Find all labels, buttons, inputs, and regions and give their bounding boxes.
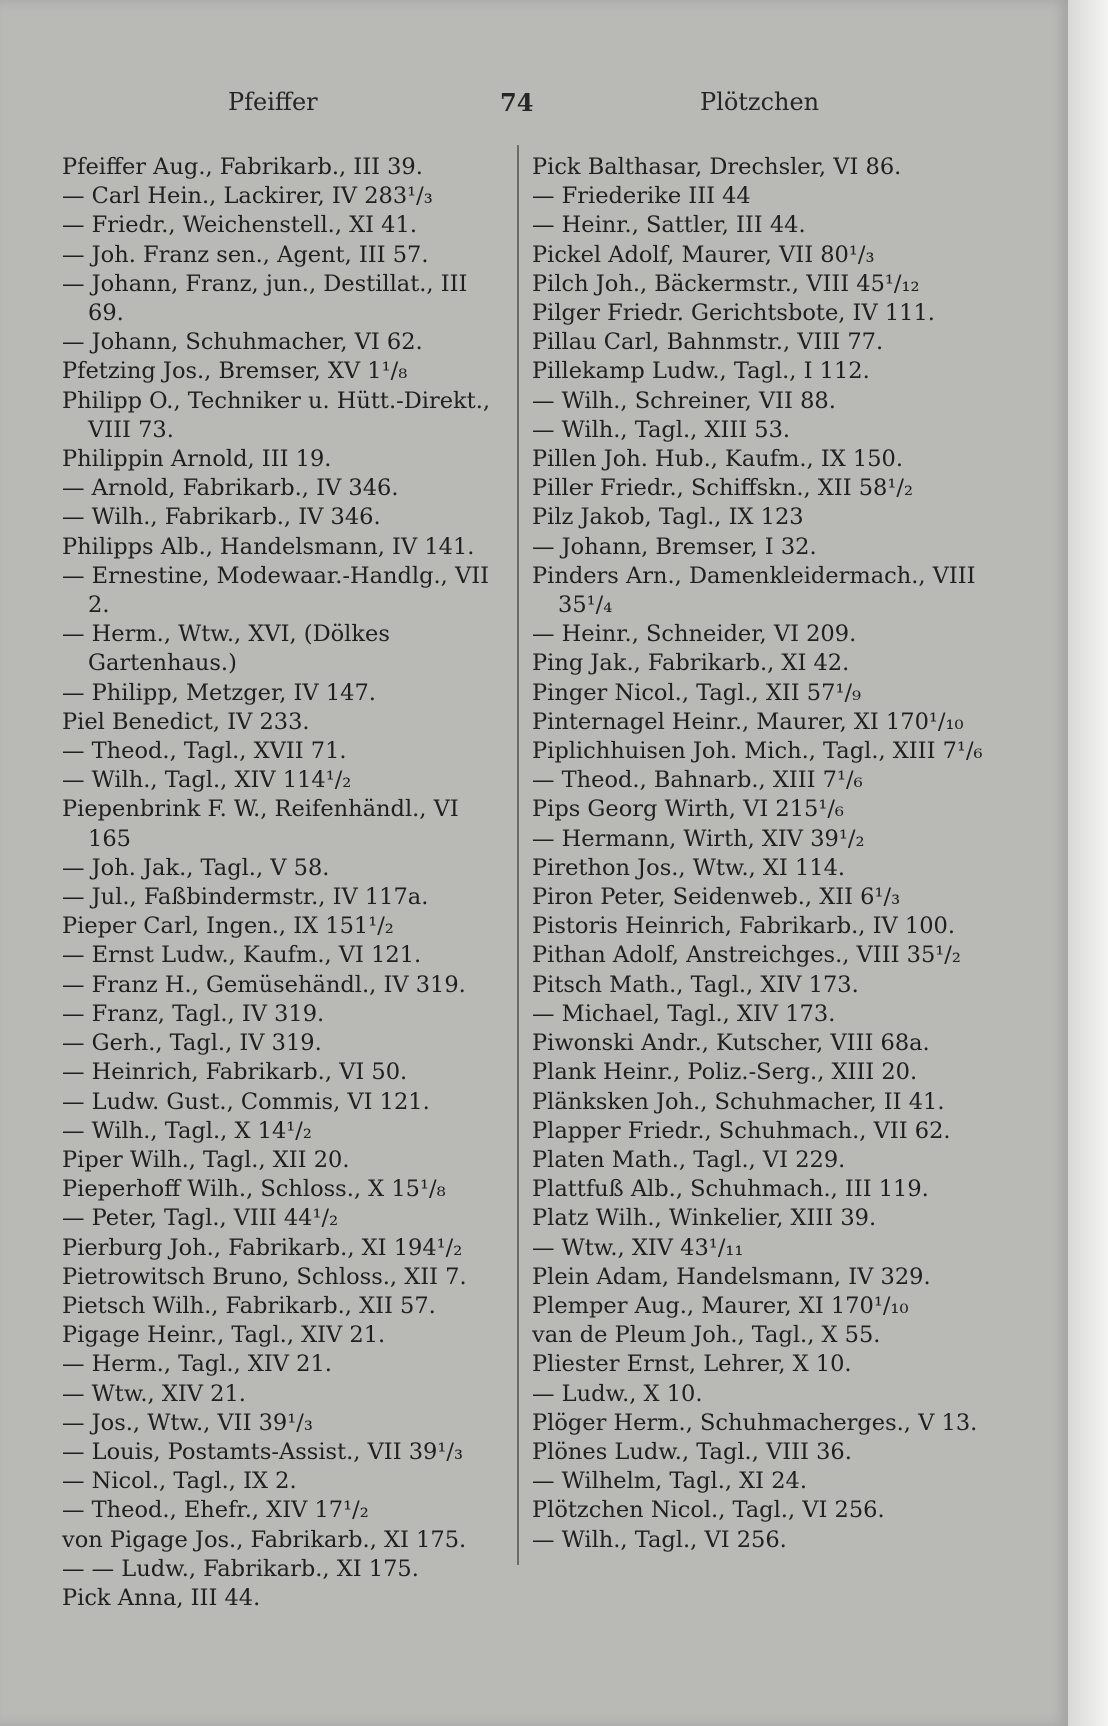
directory-entry: Plemper Aug., Maurer, XI 170¹/₁₀ [532, 1292, 909, 1319]
directory-entry: Plötzchen Nicol., Tagl., VI 256. [532, 1497, 885, 1524]
directory-entry: — Franz H., Gemüsehändl., IV 319. [62, 971, 466, 998]
page-edge [1068, 0, 1108, 1726]
directory-entry: Philippin Arnold, III 19. [62, 446, 332, 473]
directory-entry: — Peter, Tagl., VIII 44¹/₂ [62, 1205, 339, 1232]
directory-entry: — Nicol., Tagl., IX 2. [62, 1468, 297, 1495]
directory-entry: — Ernestine, Modewaar.-Handlg., VII 2. [62, 562, 489, 619]
directory-entry: Plapper Friedr., Schuhmach., VII 62. [532, 1117, 951, 1144]
left-column [62, 153, 502, 1613]
directory-entry: — Heinr., Sattler, III 44. [532, 212, 806, 239]
directory-entry: — — Ludw., Fabrikarb., XI 175. [62, 1555, 419, 1582]
directory-entry: Pliester Ernst, Lehrer, X 10. [532, 1351, 852, 1378]
page-number: 74 [500, 88, 534, 117]
directory-entry: Platen Math., Tagl., VI 229. [532, 1146, 846, 1173]
directory-entry: — Philipp, Metzger, IV 147. [62, 679, 376, 706]
directory-entry: Piper Wilh., Tagl., XII 20. [62, 1146, 350, 1173]
directory-entry: — Michael, Tagl., XIV 173. [532, 1000, 836, 1027]
directory-entry: Pillekamp Ludw., Tagl., I 112. [532, 358, 870, 385]
directory-entry: — Heinrich, Fabrikarb., VI 50. [62, 1059, 408, 1086]
directory-entry: Pieper Carl, Ingen., IX 151¹/₂ [62, 913, 394, 940]
directory-entry: — Joh. Jak., Tagl., V 58. [62, 854, 330, 881]
directory-entry: — Wilhelm, Tagl., XI 24. [532, 1468, 807, 1495]
directory-entry: Plänksken Joh., Schuhmacher, II 41. [532, 1088, 945, 1115]
directory-entry: — Wtw., XIV 43¹/₁₁ [532, 1234, 744, 1261]
directory-entry: Pillau Carl, Bahnmstr., VIII 77. [532, 329, 884, 356]
directory-entry: Plank Heinr., Poliz.-Serg., XIII 20. [532, 1059, 918, 1086]
directory-entry: — Hermann, Wirth, XIV 39¹/₂ [532, 825, 865, 852]
directory-entry: van de Pleum Joh., Tagl., X 55. [532, 1322, 881, 1349]
directory-entry: Pilger Friedr. Gerichtsbote, IV 111. [532, 300, 935, 327]
directory-entry: Pick Balthasar, Drechsler, VI 86. [532, 154, 902, 180]
directory-entry: — Johann, Schuhmacher, VI 62. [62, 329, 423, 356]
directory-entry: — Theod., Ehefr., XIV 17¹/₂ [62, 1497, 369, 1524]
directory-entry: — Wilh., Schreiner, VII 88. [532, 387, 836, 414]
right-column [532, 153, 992, 1555]
directory-entry: Pfetzing Jos., Bremser, XV 1¹/₈ [62, 358, 408, 385]
directory-entry: — Arnold, Fabrikarb., IV 346. [62, 475, 399, 502]
directory-entry: Pistoris Heinrich, Fabrikarb., IV 100. [532, 913, 955, 940]
directory-entry: Pithan Adolf, Anstreichges., VIII 35¹/₂ [532, 942, 961, 969]
directory-entry: Pfeiffer Aug., Fabrikarb., III 39. [62, 154, 423, 180]
directory-entry: Pitsch Math., Tagl., XIV 173. [532, 971, 859, 998]
directory-entry: — Wtw., XIV 21. [62, 1380, 246, 1407]
directory-entry: Pilz Jakob, Tagl., IX 123 [532, 504, 804, 531]
directory-entry: Pillen Joh. Hub., Kaufm., IX 150. [532, 446, 904, 473]
directory-entry: — Wilh., Tagl., X 14¹/₂ [62, 1117, 312, 1144]
directory-entry: — Wilh., Tagl., XIV 114¹/₂ [62, 767, 352, 794]
directory-entry: — Friederike III 44 [532, 183, 751, 210]
directory-entry: — Jul., Faßbindermstr., IV 117a. [62, 884, 429, 911]
directory-entry: — Ernst Ludw., Kaufm., VI 121. [62, 942, 422, 969]
directory-entry: Philipps Alb., Handelsmann, IV 141. [62, 533, 475, 560]
directory-entry: Pinders Arn., Damenkleidermach., VIII 35¹/₄ [532, 562, 976, 619]
page-header [0, 88, 1070, 128]
directory-entry: Piel Benedict, IV 233. [62, 708, 310, 735]
directory-entry: Pietrowitsch Bruno, Schloss., XII 7. [62, 1263, 467, 1290]
header-left-keyword: Pfeiffer [228, 88, 318, 116]
directory-entry: Plattfuß Alb., Schuhmach., III 119. [532, 1176, 929, 1203]
directory-entry: Ping Jak., Fabrikarb., XI 42. [532, 650, 850, 677]
directory-entry: — Johann, Bremser, I 32. [532, 533, 817, 560]
directory-entry: Piplichhuisen Joh. Mich., Tagl., XIII 7¹/₆ [532, 738, 983, 765]
directory-entry: — Carl Hein., Lackirer, IV 283¹/₃ [62, 183, 433, 210]
directory-entry: — Theod., Bahnarb., XIII 7¹/₆ [532, 767, 863, 794]
header-right-keyword: Plötzchen [700, 88, 820, 116]
directory-entry: Piepenbrink F. W., Reifenhändl., VI 165 [62, 796, 459, 852]
directory-entry: — Herm., Wtw., XVI, (Dölkes Gartenhaus.) [62, 621, 390, 677]
directory-entry: Pigage Heinr., Tagl., XIV 21. [62, 1322, 386, 1349]
directory-entry: — Wilh., Tagl., VI 256. [532, 1526, 787, 1553]
directory-entry: — Herm., Tagl., XIV 21. [62, 1351, 332, 1378]
directory-entry: — Franz, Tagl., IV 319. [62, 1000, 325, 1027]
directory-entry: Pierburg Joh., Fabrikarb., XI 194¹/₂ [62, 1234, 463, 1261]
directory-entry: Pinger Nicol., Tagl., XII 57¹/₉ [532, 679, 862, 706]
directory-entry: Plönes Ludw., Tagl., VIII 36. [532, 1438, 852, 1465]
directory-entry: — Friedr., Weichenstell., XI 41. [62, 212, 417, 239]
directory-entry: Piron Peter, Seidenweb., XII 6¹/₃ [532, 884, 901, 911]
directory-entry: Pips Georg Wirth, VI 215¹/₆ [532, 796, 844, 823]
directory-entry: — Gerh., Tagl., IV 319. [62, 1030, 322, 1057]
directory-entry: — Joh. Franz sen., Agent, III 57. [62, 241, 429, 268]
directory-entry: Philipp O., Techniker u. Hütt.-Direkt., VIII 73. [62, 387, 491, 443]
directory-entry: Platz Wilh., Winkelier, XIII 39. [532, 1205, 877, 1232]
directory-entry: — Wilh., Tagl., XIII 53. [532, 416, 791, 443]
directory-entry: Piwonski Andr., Kutscher, VIII 68a. [532, 1030, 930, 1057]
directory-entry: Plein Adam, Handelsmann, IV 329. [532, 1263, 931, 1290]
directory-entry: Plöger Herm., Schuhmacherges., V 13. [532, 1409, 978, 1436]
directory-entry: — Wilh., Fabrikarb., IV 346. [62, 504, 381, 531]
directory-entry: — Jos., Wtw., VII 39¹/₃ [62, 1409, 313, 1436]
directory-entry: Pickel Adolf, Maurer, VII 80¹/₃ [532, 241, 875, 268]
directory-entry: — Theod., Tagl., XVII 71. [62, 738, 347, 765]
directory-entry: Piller Friedr., Schiffskn., XII 58¹/₂ [532, 475, 913, 502]
directory-entry: — Louis, Postamts-Assist., VII 39¹/₃ [62, 1438, 463, 1465]
directory-entry: — Heinr., Schneider, VI 209. [532, 621, 857, 648]
directory-entry: Pinternagel Heinr., Maurer, XI 170¹/₁₀ [532, 708, 964, 735]
directory-entry: — Ludw., X 10. [532, 1380, 703, 1407]
directory-entry: Pirethon Jos., Wtw., XI 114. [532, 854, 846, 881]
directory-entry: — Johann, Franz, jun., Destillat., III 69. [62, 270, 468, 327]
directory-entry: Pilch Joh., Bäckermstr., VIII 45¹/₁₂ [532, 270, 920, 297]
column-divider [517, 145, 519, 1565]
directory-entry: — Ludw. Gust., Commis, VI 121. [62, 1088, 430, 1115]
directory-entry: Pieperhoff Wilh., Schloss., X 15¹/₈ [62, 1176, 446, 1203]
directory-entry: von Pigage Jos., Fabrikarb., XI 175. [62, 1526, 467, 1553]
directory-entry: Pick Anna, III 44. [62, 1584, 261, 1611]
directory-entry: Pietsch Wilh., Fabrikarb., XII 57. [62, 1292, 436, 1319]
